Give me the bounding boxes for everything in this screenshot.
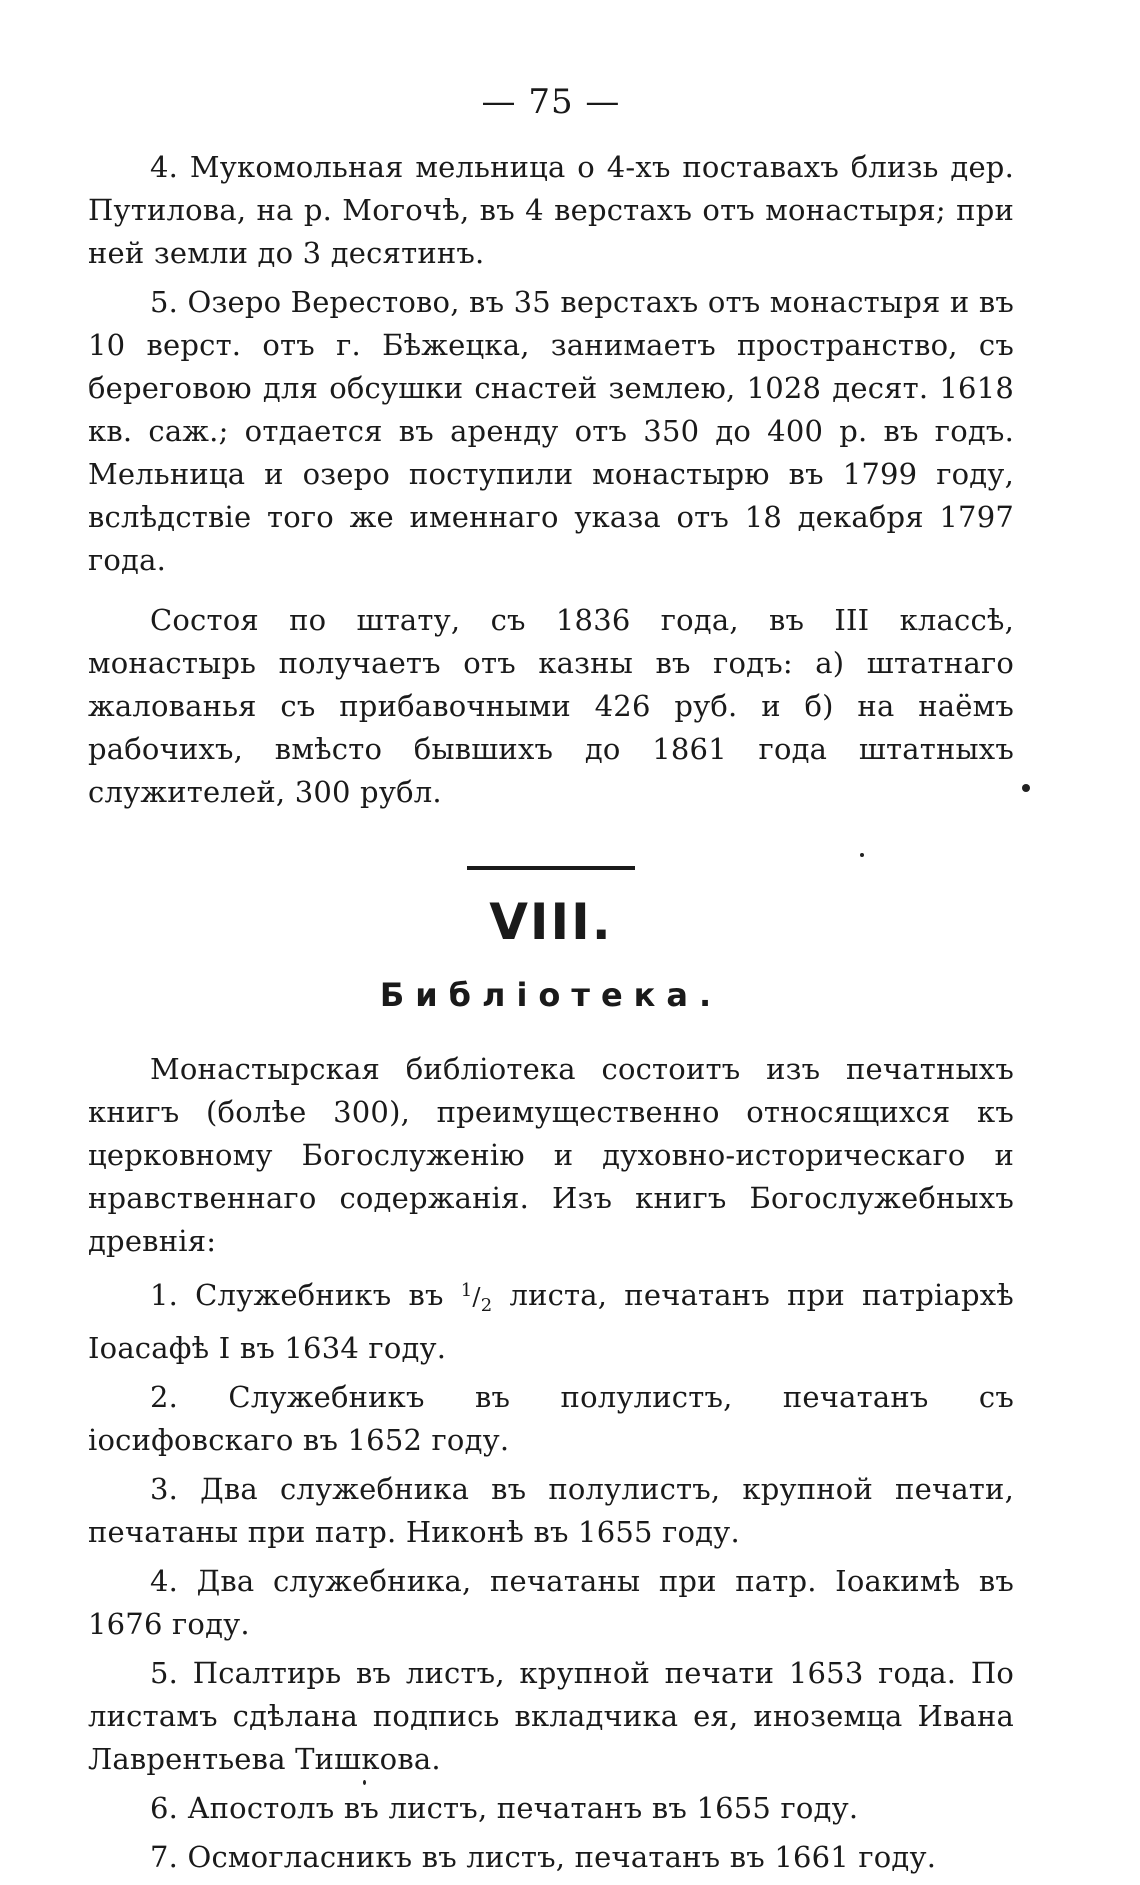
list-item-text: листа, печатанъ при патріархѣ Іоасафѣ I въ 1634 году. — [88, 1278, 1014, 1365]
list-item: 7. Осмогласникъ въ листъ, печатанъ въ 1661 году. — [150, 1839, 937, 1874]
list-item: 5. Псалтирь въ листъ, крупной печати 1653 года. По листамъ сдѣлана подпись вкладчика ея, иноземца Ивана Лаврентьева Тишкова. — [88, 1655, 1014, 1776]
fraction: $^1/_2$ — [460, 1280, 493, 1316]
fraction-numerator: 1 — [460, 1280, 473, 1301]
ink-speck — [1022, 784, 1030, 792]
paragraph-staff-funding: Состоя по штату, съ 1836 года, въ III классѣ, монастырь получаетъ отъ казны въ годъ: а) штатнаго жалованья съ прибавочными 426 руб. и б) на наёмъ рабочихъ, вмѣсто бывшихъ до 1861 года штатныхъ служителей, 300 рубл. — [88, 603, 1014, 809]
page-number: — 75 — — [481, 82, 621, 122]
paragraph-library-intro: Монастырская библіотека состоитъ изъ печатныхъ книгъ (болѣе 300), преимущественно относящихся къ церковному Богослуженію и духовно-историческаго и нравственнаго содержанія. Изъ книгъ Богослужебныхъ древнія: — [88, 1052, 1014, 1258]
document-page — [88, 78, 1014, 1885]
list-item: 3. Два служебника въ полулистъ, крупной печати, печатаны при патр. Никонѣ въ 1655 году. — [88, 1471, 1014, 1549]
paragraph-lake: 5. Озеро Верестово, въ 35 верстахъ отъ монастыря и въ 10 верст. отъ г. Бѣжецка, занимаетъ пространство, съ береговою для обсушки снастей землею, 1028 десят. 1618 кв. саж.; отдается въ аренду отъ 350 до 400 р. въ годъ. Мельница и озеро поступили монастырю въ 1799 году, вслѣдствіе того же именнаго указа отъ 18 декабря 1797 года. — [88, 285, 1014, 577]
ink-speck — [363, 1780, 366, 1785]
paragraph-mill: 4. Мукомольная мельница о 4-хъ поставахъ близь дер. Путилова, на р. Могочѣ, въ 4 верстахъ отъ монастыря; при ней земли до 3 десятинъ. — [88, 150, 1014, 270]
list-item — [88, 1269, 1014, 1370]
list-item: 6. Апостолъ въ листъ, печатанъ въ 1655 году. — [150, 1790, 859, 1825]
list-item: 2. Служебникъ въ полулистъ, печатанъ съ іосифовскаго въ 1652 году. — [88, 1379, 1014, 1457]
section-number: VIII. — [489, 893, 613, 951]
list-item-text: 1. Служебникъ въ — [150, 1278, 461, 1312]
fraction-denominator: 2 — [480, 1294, 493, 1316]
section-title: Библіотека. — [379, 976, 723, 1014]
ink-speck — [860, 853, 864, 857]
section-divider — [467, 866, 635, 870]
list-item: 4. Два служебника, печатаны при патр. Іоакимѣ въ 1676 году. — [88, 1563, 1014, 1641]
